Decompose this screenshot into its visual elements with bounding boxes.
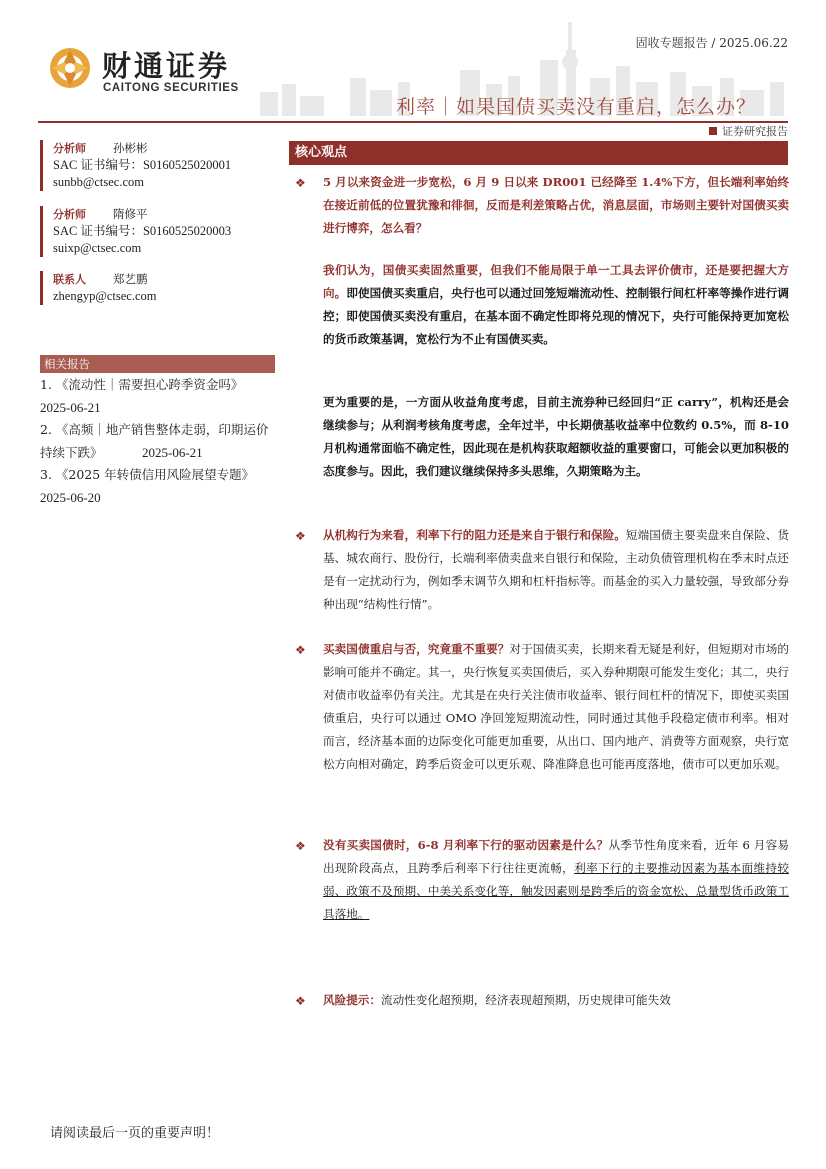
analyst-name: 孙彬彬: [113, 141, 148, 155]
related-report-date: 2025-06-21: [40, 399, 101, 415]
analyst-name: 隋修平: [113, 207, 148, 221]
core-paragraph-2: [323, 259, 789, 351]
report-type-text: 证券研究报告: [722, 125, 788, 138]
core-paragraph-1: [323, 171, 789, 240]
report-type-label: [709, 123, 788, 139]
related-report-date: 2025-06-20: [40, 489, 101, 505]
diamond-bullet-icon: ❖: [295, 176, 306, 190]
report-category-date: 固收专题报告 / 2025.06.22: [635, 36, 788, 50]
risk-lead: 风险提示：: [323, 993, 381, 1007]
contact-name: 郑艺鹏: [113, 272, 148, 286]
core-viewpoints-heading: 核心观点: [289, 141, 788, 165]
analyst-card: [40, 140, 270, 191]
analyst-role: 分析师: [53, 142, 86, 155]
report-title: 利率｜如果国债买卖没有重启，怎么办？: [395, 96, 756, 118]
diamond-bullet-icon: ❖: [295, 994, 306, 1008]
paragraph-body: 即使国债买卖重启，央行也可以通过回笼短端流动性、控制银行间杠杆率等操作进行调控；即使国债买卖没有重启，在基本面不确定性即将兑现的情况下，央行可能保持更加宽松的货币政策基调，宽松行为不止有国债买卖。: [323, 286, 789, 346]
contact-email[interactable]: zhengyp@ctsec.com: [53, 289, 157, 303]
caitong-logo-icon: [48, 46, 92, 90]
analyst-email[interactable]: suixp@ctsec.com: [53, 241, 142, 255]
analyst-role: 分析师: [53, 208, 86, 221]
header-divider: [38, 121, 788, 123]
paragraph-body: 对于国债买卖，长期来看无疑是利好，但短期对市场的影响可能并不确定。其一，央行恢复买卖国债后，买入券种期限可能发生变化；其二，央行对债市收益率仍有关注。尤其是在央行关注债市收益率、银行间杠杆的情况下，即使买卖国债重启，央行可以通过 OMO 净回笼短期流动性，同时通过其他手段稳定债市利率。相对而言，经济基本面的边际变化可能更加重要，从出口、国内地产、消费等方面观察，央行宽松方向相对确定，跨季后资金可以更乐观、降准降息也可能再度落地，债市可以更加乐观。: [323, 642, 789, 771]
paragraph-body: 短端国债主要卖盘来自保险、货基、城农商行、股份行，长端利率债卖盘来自银行和保险，主动负债管理机构在季末时点还是有一定扰动行为，例如季末调节久期和杠杆指标等。而基金的买入力量较强，导致部分券种出现“结构性行情”。: [323, 528, 789, 611]
core-paragraph-4: [323, 524, 789, 616]
related-report-title[interactable]: 2. 《高频｜地产销售整体走弱，印期运价持续下跌》: [40, 422, 269, 460]
core-paragraph-3: [323, 391, 789, 483]
paragraph-body: 更为重要的是，一方面从收益角度考虑，目前主流券种已经回归“正 carry”，机构还是会继续参与；从利润考核角度考虑，全年过半，中长期债基收益率中位数约 0.5%，而 8-10 月机构通常面临不确定性，因此现在是机构获取超额收益的重要窗口，可能会以更加积极的态度参与。因此，我们建议继续保持多头思维，久期策略为主。: [323, 395, 789, 478]
analyst-card: [40, 206, 270, 257]
diamond-bullet-icon: ❖: [295, 529, 306, 543]
related-report-date: 2025-06-21: [142, 444, 203, 460]
analyst-email[interactable]: sunbb@ctsec.com: [53, 175, 145, 189]
logo-text-cn: 财通证券: [102, 49, 231, 83]
square-icon: [709, 127, 717, 135]
related-reports-list: [40, 374, 280, 509]
paragraph-lead: 买卖国债重启与否，究竟重不重要？: [323, 642, 510, 656]
paragraph-lead: 没有买卖国债时，6-8 月利率下行的驱动因素是什么？: [323, 838, 609, 852]
analyst-sac: SAC 证书编号：S0160525020003: [53, 224, 232, 238]
contact-card: [40, 271, 270, 305]
related-report-title[interactable]: 1. 《流动性｜需要担心跨季资金吗》: [40, 377, 244, 392]
disclaimer-note: 请阅读最后一页的重要声明！: [50, 1126, 220, 1141]
related-report-title[interactable]: 3. 《2025 年转债信用风险展望专题》: [40, 467, 255, 482]
risk-warning: [323, 989, 789, 1012]
related-reports-heading: 相关报告: [40, 355, 275, 373]
company-logo: [48, 42, 248, 98]
core-paragraph-5: [323, 638, 789, 776]
risk-body: 流动性变化超预期，经济表现超预期，历史规律可能失效: [380, 993, 671, 1007]
paragraph-lead: 从机构行为来看，利率下行的阻力还是来自于银行和保险。: [323, 528, 626, 542]
contact-role: 联系人: [53, 273, 86, 286]
paragraph-underlined: 利率下行的主要推动因素为基本面维持较弱、政策不及预期、中美关系变化等，触发因素则是跨季后的资金宽松、总量型货币政策工具落地。: [323, 861, 789, 921]
analyst-sac: SAC 证书编号：S0160525020001: [53, 158, 232, 172]
paragraph-lead: 我们认为，国债买卖固然重要，但我们不能局限于单一工具去评价债市，还是要把握大方向。: [323, 263, 789, 300]
paragraph-body: 从季节性角度来看，近年 6 月容易出现阶段高点，且跨季后利率下行往往更流畅，: [323, 838, 790, 875]
logo-text-en: CAITONG SECURITIES: [103, 82, 239, 94]
diamond-bullet-icon: ❖: [295, 839, 306, 853]
core-paragraph-6: [323, 834, 789, 926]
paragraph-lead: 5 月以来资金进一步宽松，6 月 9 日以来 DR001 已经降至 1.4%下方，但长端利率始终在接近前低的位置犹豫和徘徊，反而是利差策略占优，消息层面，市场则主要针对国债买卖进行博弈，怎么看？: [323, 175, 789, 235]
diamond-bullet-icon: ❖: [295, 643, 306, 657]
